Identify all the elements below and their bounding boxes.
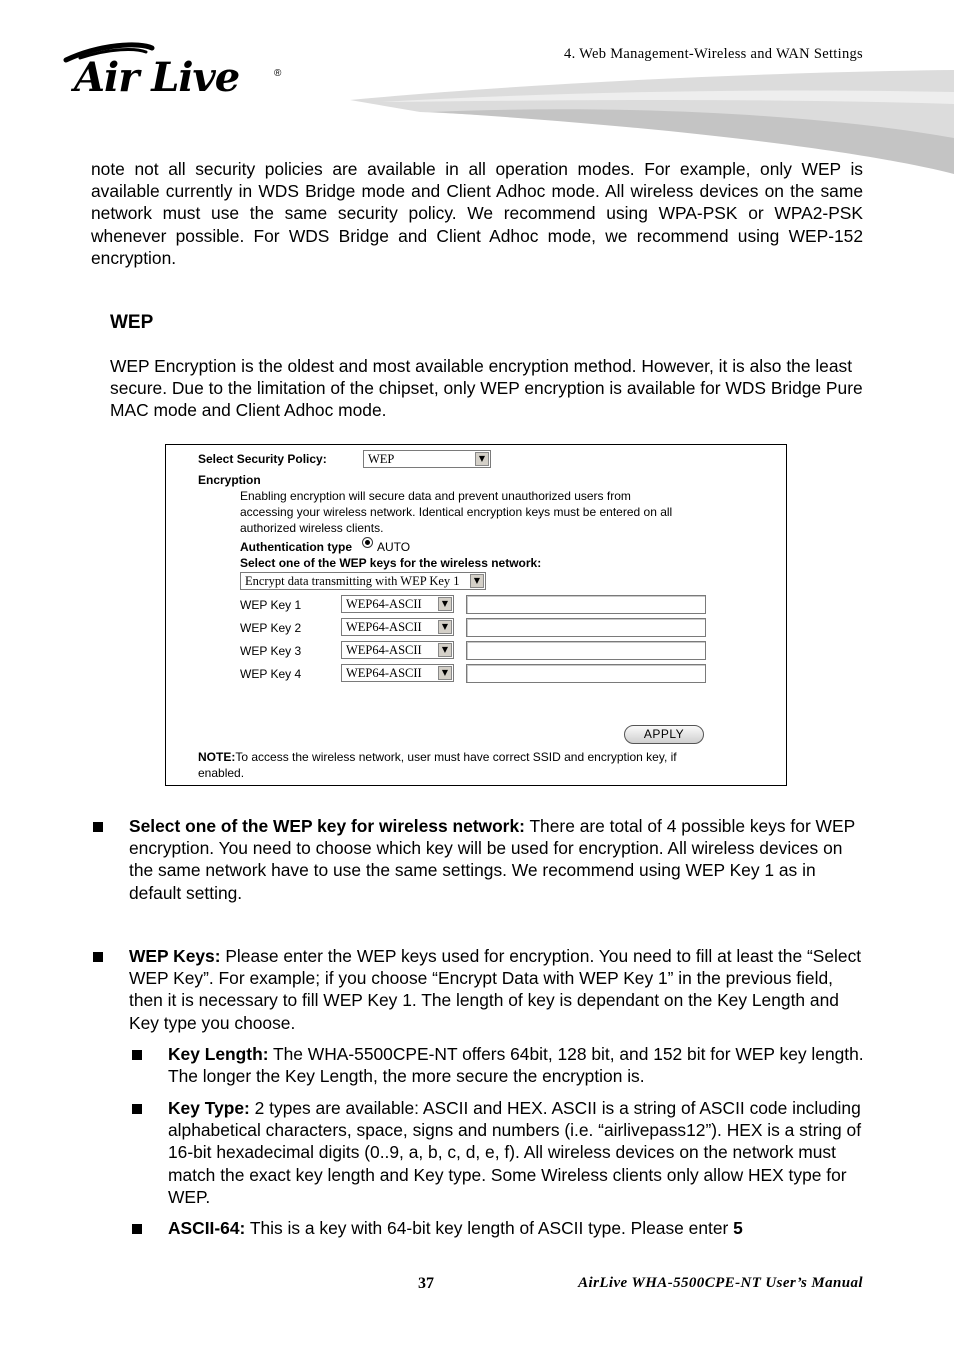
bullet-key-length (168, 1043, 864, 1087)
key-type-value: WEP64-ASCII (346, 620, 422, 634)
note-label: NOTE: (198, 750, 236, 764)
bullet-bold: Key Length: (168, 1044, 269, 1064)
wep-key-1-input[interactable] (466, 595, 706, 614)
apply-button[interactable]: APPLY (624, 725, 704, 744)
policy-label: Select Security Policy: (198, 452, 327, 466)
chevron-down-icon: ▼ (438, 597, 452, 611)
bullet-icon (132, 1104, 142, 1114)
policy-value: WEP (368, 452, 395, 466)
chevron-down-icon: ▼ (438, 643, 452, 657)
bullet-bold: Key Type: (168, 1098, 250, 1118)
encryption-desc-line: accessing your wireless network. Identical encryption keys must be entered on all (240, 505, 673, 519)
encryption-desc-line: authorized wireless clients. (240, 521, 384, 535)
encryption-description (240, 488, 672, 536)
intro-paragraph: note not all security policies are available in all operation modes. For example, only WEP is available currently in WDS Bridge mode and Client Adhoc mode. All wireless devices on the same network must use the same security policy. We recommend using WPA-PSK or WPA2-PSK whenever possible. For WDS Bridge and Client Adhoc mode, we recommend using WEP-152 encryption. (91, 159, 863, 268)
encryption-label: Encryption (198, 473, 261, 487)
wep-heading: WEP (110, 312, 154, 333)
auth-type-value: AUTO (377, 540, 411, 554)
encryption-desc-line: Enabling encryption will secure data and prevent unauthorized users from (240, 489, 631, 503)
bullet-icon (132, 1050, 142, 1060)
note-line-2: enabled. (198, 766, 245, 780)
chevron-down-icon: ▼ (475, 452, 489, 466)
bullet-text: Please enter the WEP keys used for encryption. You need to fill at least the “Select WEP Key”. For example; if you choose “Encrypt Data with WEP Key 1” in the previous field, then it is necessary to fill WEP Key 1. The length of key is dependant on the Key Length and Key type you choose. (129, 946, 862, 1033)
airlive-logo (60, 42, 300, 112)
wep-key-3-input[interactable] (466, 641, 706, 660)
note-line-1: To access the wireless network, user must have correct SSID and encryption key, if (235, 750, 677, 764)
bullet-bold: WEP Keys: (129, 946, 221, 966)
bullet-text: The WHA-5500CPE-NT offers 64bit, 128 bit, and 152 bit for WEP key length. The longer the Key Length, the more secure the encryption is. (168, 1044, 864, 1087)
wep-key-label: WEP Key 2 (240, 621, 302, 635)
chevron-down-icon: ▼ (438, 666, 452, 680)
security-policy-select[interactable] (363, 450, 491, 468)
bullet-bold-end: 5 (733, 1218, 743, 1238)
default-key-value: Encrypt data transmitting with WEP Key 1 (245, 574, 460, 588)
wep-settings-panel (165, 444, 787, 786)
bullet-select-wep-key (129, 815, 865, 904)
auth-type-label: Authentication type (240, 540, 353, 554)
wep-key-label: WEP Key 3 (240, 644, 302, 658)
chevron-down-icon: ▼ (438, 620, 452, 634)
manual-title: AirLive WHA-5500CPE-NT User’s Manual (578, 1275, 863, 1291)
wep-key-2-input[interactable] (466, 618, 706, 637)
bullet-icon (132, 1224, 142, 1234)
bullet-bold: Select one of the WEP key for wireless network: (129, 816, 525, 836)
bullet-text: This is a key with 64-bit key length of ASCII type. Please enter (245, 1218, 734, 1238)
bullet-text: 2 types are available: ASCII and HEX. ASCII is a string of ASCII code including alphabetical characters, space, signs and numbers (i.e. “airlivepass12”). HEX is a string of 16-bit hexadecimal digits (0..9, a, b, c, d, e, f). All wireless devices on the network must match the exact key length and Key type. Some Wireless clients only allow HEX type for WEP. (168, 1098, 862, 1207)
bullet-ascii-64 (168, 1217, 864, 1239)
logo-registered-mark: ® (274, 68, 282, 79)
logo-text: Air Live (74, 54, 240, 101)
wep-key-4-input[interactable] (466, 664, 706, 683)
wep-key-label: WEP Key 4 (240, 667, 302, 681)
section-title: 4. Web Management-Wireless and WAN Settings (564, 46, 863, 62)
key-type-value: WEP64-ASCII (346, 643, 422, 657)
auth-auto-radio[interactable] (362, 537, 373, 548)
default-key-select[interactable] (240, 572, 486, 590)
bullet-icon (93, 822, 103, 832)
wep-key-1-type-select[interactable] (341, 595, 454, 613)
wep-key-3-type-select[interactable] (341, 641, 454, 659)
wep-paragraph: WEP Encryption is the oldest and most available encryption method. However, it is also the least secure. Due to the limitation of the chipset, only WEP encryption is available for WDS Bridge Pure MAC mode and Client Adhoc mode. (110, 356, 863, 421)
bullet-text: There are total of 4 possible keys for WEP encryption. You need to choose which key will be used for encryption. All wireless devices on the same network have to use the same settings. We recommend using WEP Key 1 as in default setting. (129, 816, 855, 903)
bullet-icon (93, 952, 103, 962)
bullet-wep-keys (129, 945, 865, 1034)
bullet-bold: ASCII-64: (168, 1218, 246, 1238)
wep-key-4-type-select[interactable] (341, 664, 454, 682)
wep-key-2-type-select[interactable] (341, 618, 454, 636)
key-type-value: WEP64-ASCII (346, 597, 422, 611)
page-number: 37 (418, 1275, 434, 1292)
select-key-label: Select one of the WEP keys for the wireless network: (240, 556, 542, 570)
key-type-value: WEP64-ASCII (346, 666, 422, 680)
wep-key-label: WEP Key 1 (240, 598, 302, 612)
bullet-key-type (168, 1097, 864, 1208)
chevron-down-icon: ▼ (470, 574, 484, 588)
note-text (198, 749, 677, 781)
